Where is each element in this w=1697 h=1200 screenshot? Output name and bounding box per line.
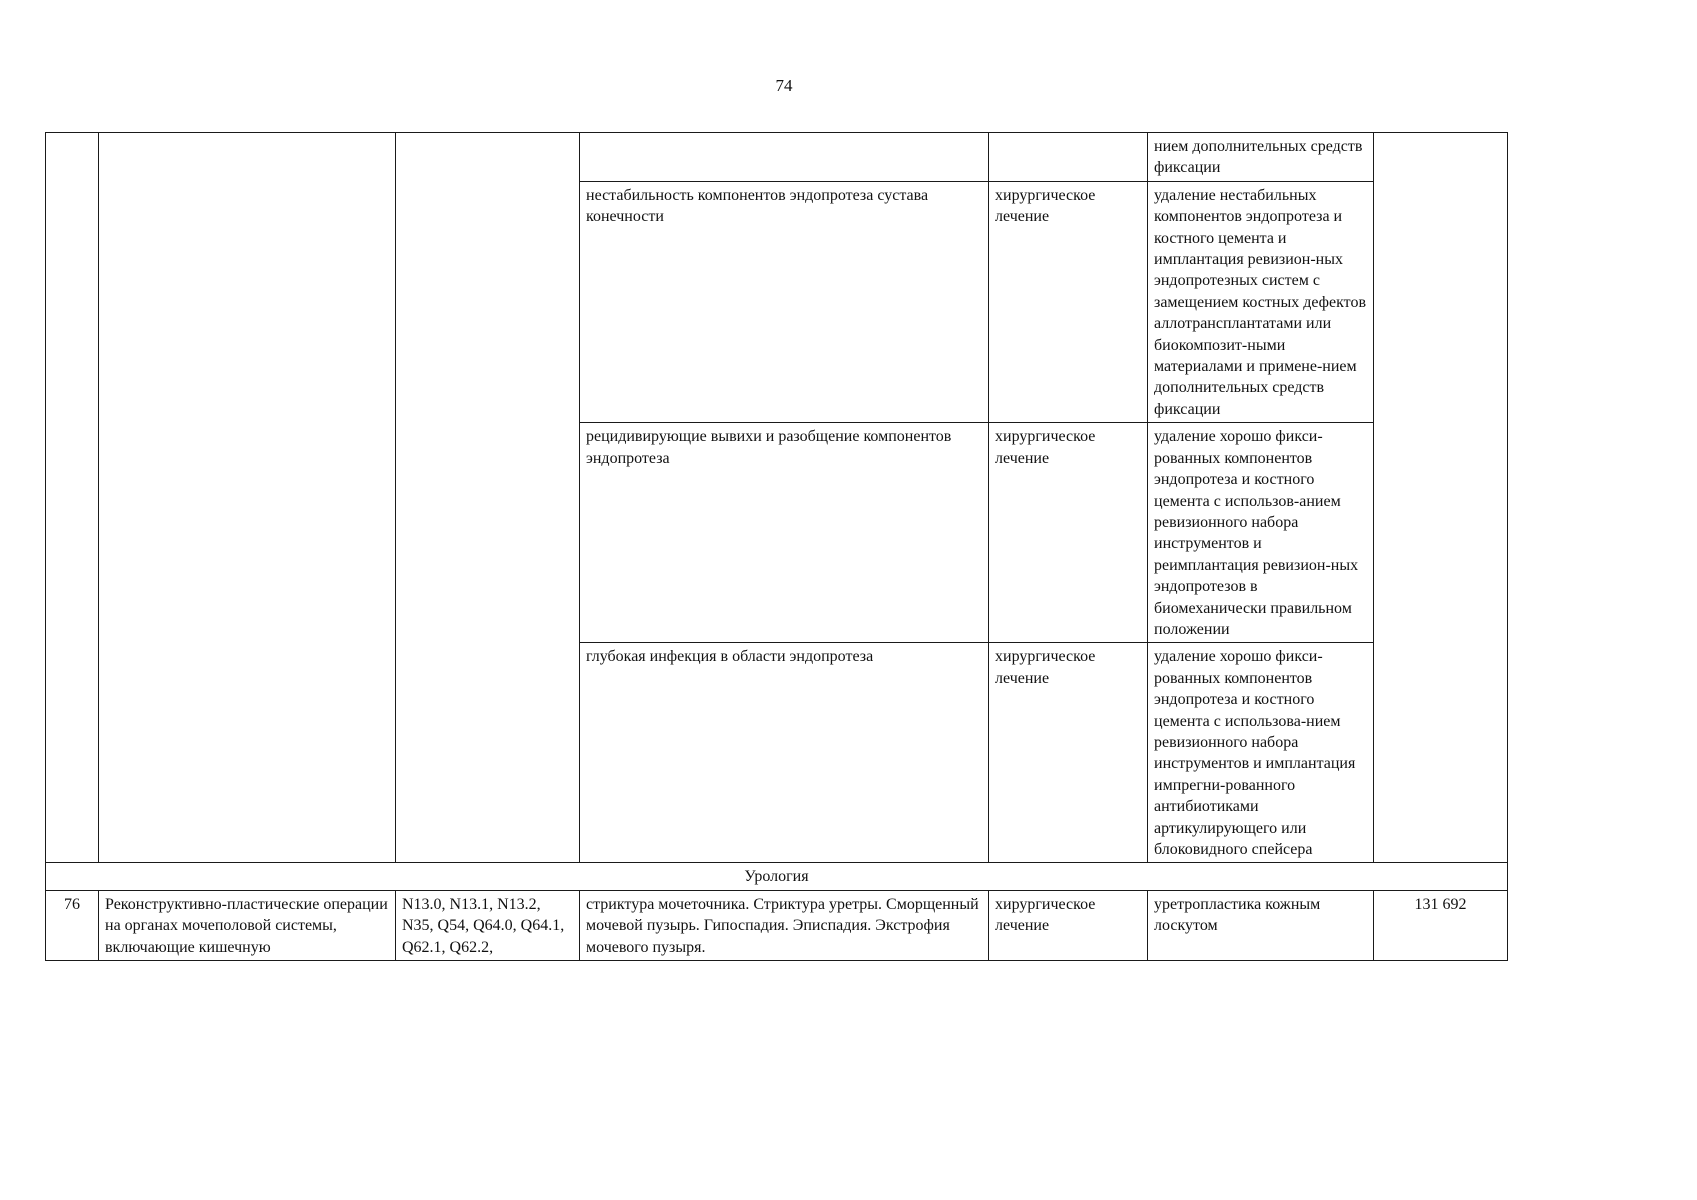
condition-cell: глубокая инфекция в области эндопротеза (580, 643, 989, 863)
procedure-cell: Реконструктивно-пластические операции на органах мочеполовой системы, включающие кишечную (99, 890, 396, 960)
condition-cell: нестабильность компонентов эндопротеза сустава конечности (580, 181, 989, 422)
method-cell: нием дополнительных средств фиксации (1148, 133, 1374, 182)
codes-cell: N13.0, N13.1, N13.2, N35, Q54, Q64.0, Q64.1, Q62.1, Q62.2, (396, 890, 580, 960)
cost-cell: 131 692 (1374, 890, 1508, 960)
condition-cell (580, 133, 989, 182)
section-title: Урология (46, 863, 1508, 890)
medical-care-table (45, 132, 1508, 961)
method-cell: уретропластика кожным лоскутом (1148, 890, 1374, 960)
condition-cell: рецидивирующие вывихи и разобщение компонентов эндопротеза (580, 423, 989, 643)
treatment-type-cell: хирургическое лечение (989, 423, 1148, 643)
page-number: 74 (775, 76, 793, 95)
table-row (46, 133, 1508, 182)
section-row (46, 863, 1508, 890)
method-cell: удаление хорошо фикси-рованных компонентов эндопротеза и костного цемента с использов-анием ревизионного набора инструментов и реимплантация ревизион-ных эндопротезов в биомеханически правильном положении (1148, 423, 1374, 643)
number-cell-empty (46, 133, 99, 863)
treatment-type-cell: хирургическое лечение (989, 890, 1148, 960)
cost-cell-empty (1374, 133, 1508, 863)
row-number-cell: 76 (46, 890, 99, 960)
condition-cell: стриктура мочеточника. Стриктура уретры. Сморщенный мочевой пузырь. Гипоспадия. Эписпадия. Экстрофия мочевого пузыря. (580, 890, 989, 960)
procedure-cell-empty (99, 133, 396, 863)
treatment-type-cell (989, 133, 1148, 182)
codes-cell-empty (396, 133, 580, 863)
treatment-type-cell: хирургическое лечение (989, 181, 1148, 422)
method-cell: удаление нестабильных компонентов эндопротеза и костного цемента и имплантация ревизион-ных эндопротезных систем с замещением костных дефектов аллотрансплантатами или биокомпозит-ными материалами и примене-нием дополнительных средств фиксации (1148, 181, 1374, 422)
table-row (46, 890, 1508, 960)
treatment-type-cell: хирургическое лечение (989, 643, 1148, 863)
method-cell: удаление хорошо фикси-рованных компонентов эндопротеза и костного цемента с использова-нием ревизионного набора инструментов и имплантация импрегни-рованного антибиотиками артикулирующего или блоковидного спейсера (1148, 643, 1374, 863)
